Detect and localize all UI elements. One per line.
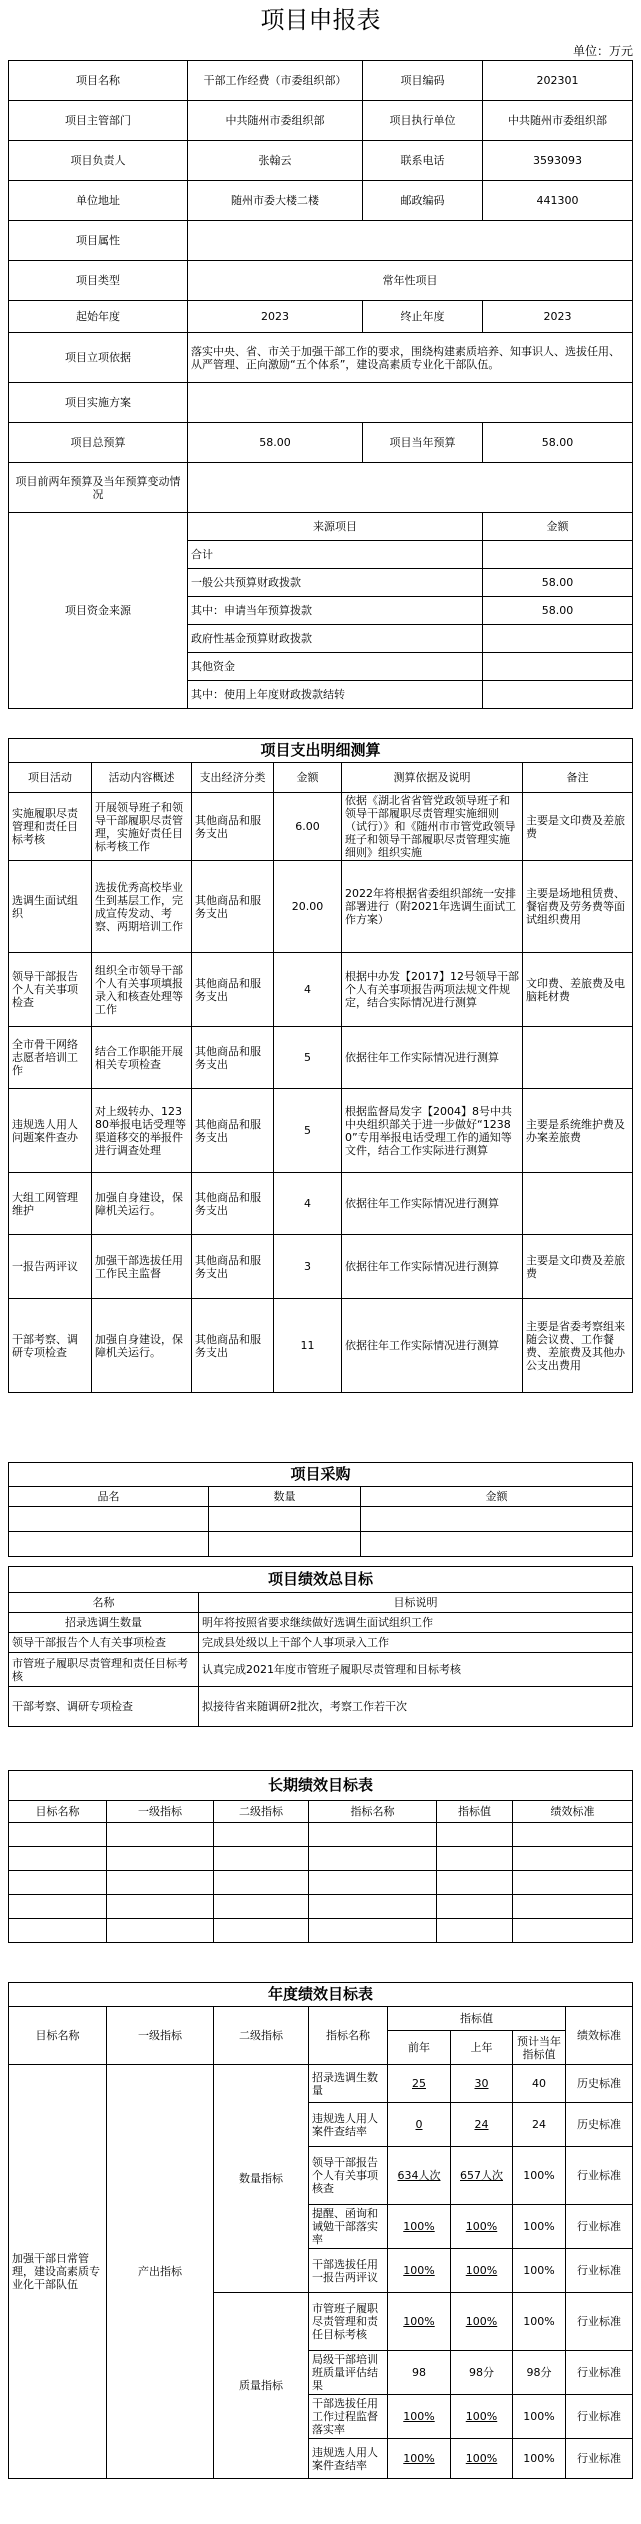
- annual-title: 年度绩效目标表: [9, 1983, 633, 2007]
- detail-basis: 根据监督局发字【2004】8号中共中央组织部关于进一步做好“12380”专用举报电话受理工作的通知等文件，结合工作实际进行测算: [342, 1089, 523, 1173]
- annual-cur: 40: [513, 2065, 566, 2103]
- basic-info-table: [8, 60, 633, 709]
- address-label: 单位地址: [9, 181, 188, 221]
- annual-y2: 100%: [388, 2395, 451, 2439]
- detail-activity: 干部考察、调研专项检查: [9, 1299, 92, 1393]
- type: 常年性项目: [188, 261, 633, 301]
- goal-desc: 拟接待省来随调研2批次，考察工作若干次: [199, 1687, 633, 1727]
- phone-label: 联系电话: [363, 141, 483, 181]
- project-code: 202301: [483, 61, 633, 101]
- goals-table: [8, 1566, 633, 1727]
- purchase-header: 数量: [209, 1487, 361, 1507]
- funds-amount-header: 金额: [483, 513, 633, 541]
- postcode-label: 邮政编码: [363, 181, 483, 221]
- annual-cur: 100%: [513, 2395, 566, 2439]
- funds-row-amount: [483, 625, 633, 653]
- annual-y1: 100%: [451, 2395, 513, 2439]
- annual-y2: 100%: [388, 2249, 451, 2293]
- detail-category: 其他商品和服务支出: [192, 793, 274, 861]
- annual-y1: 100%: [451, 2249, 513, 2293]
- funds-row-name: 其中：使用上年度财政拨款结转: [188, 681, 483, 709]
- annual-std: 行业标准: [566, 2395, 633, 2439]
- detail-amount: 20.00: [274, 861, 342, 953]
- prev-label: 项目前两年预算及当年预算变动情况: [9, 463, 188, 513]
- longterm-header: 一级指标: [107, 1801, 214, 1823]
- table-cell: [209, 1532, 361, 1557]
- table-cell: [309, 1919, 437, 1943]
- funds-row-amount: 58.00: [483, 597, 633, 625]
- unit-label: 单位：万元: [572, 44, 633, 58]
- goal-desc: 认真完成2021年度市管班子履职尽责管理和目标考核: [199, 1653, 633, 1687]
- detail-basis: 2022年将根据省委组织部统一安排部署进行（附2021年选调生面试工作方案）: [342, 861, 523, 953]
- detail-amount: 3: [274, 1235, 342, 1299]
- annual-std: 历史标准: [566, 2103, 633, 2147]
- table-cell: [9, 1871, 107, 1895]
- annual-std: 行业标准: [566, 2147, 633, 2205]
- detail-table: [8, 738, 633, 1393]
- table-cell: [107, 1823, 214, 1847]
- type-label: 项目类型: [9, 261, 188, 301]
- detail-basis: 依据《湖北省省管党政领导班子和领导干部履职尽责管理实施细则（试行）》和《随州市市管党政领导班子和领导干部履职尽责管理实施细则》组织实施: [342, 793, 523, 861]
- table-row: [9, 1687, 633, 1727]
- detail-note: 主要是文印费及差旅费: [523, 793, 633, 861]
- annual-y1: 100%: [451, 2439, 513, 2479]
- funds-row-name: 其中：申请当年预算拨款: [188, 597, 483, 625]
- table-cell: [513, 1919, 633, 1943]
- annual-quality: 质量指标: [214, 2293, 309, 2479]
- longterm-header: 指标值: [437, 1801, 513, 1823]
- table-row: [9, 1027, 633, 1089]
- prev: [188, 463, 633, 513]
- detail-activity: 领导干部报告个人有关事项检查: [9, 953, 92, 1027]
- attr-label: 项目属性: [9, 221, 188, 261]
- longterm-header: 指标名称: [309, 1801, 437, 1823]
- table-row: [9, 2065, 633, 2103]
- total-budget-label: 项目总预算: [9, 423, 188, 463]
- table-row: [9, 953, 633, 1027]
- table-cell: [437, 1871, 513, 1895]
- funds-label: 项目资金来源: [9, 513, 188, 709]
- annual-header: 指标名称: [309, 2007, 388, 2065]
- longterm-header: 二级指标: [214, 1801, 309, 1823]
- detail-amount: 4: [274, 1173, 342, 1235]
- table-cell: [513, 1847, 633, 1871]
- table-row: [9, 793, 633, 861]
- longterm-header: 目标名称: [9, 1801, 107, 1823]
- table-row: [9, 1633, 633, 1653]
- table-cell: [309, 1895, 437, 1919]
- goals-title: 项目绩效总目标: [9, 1567, 633, 1593]
- table-cell: [9, 1895, 107, 1919]
- exec-unit-label: 项目执行单位: [363, 101, 483, 141]
- table-row: [9, 1235, 633, 1299]
- detail-amount: 5: [274, 1027, 342, 1089]
- annual-cur: 24: [513, 2103, 566, 2147]
- table-cell: [309, 1871, 437, 1895]
- attr: [188, 221, 633, 261]
- annual-std: 行业标准: [566, 2351, 633, 2395]
- goals-header: 名称: [9, 1593, 199, 1613]
- detail-category: 其他商品和服务支出: [192, 953, 274, 1027]
- annual-indicator: 领导干部报告个人有关事项核查: [309, 2147, 388, 2205]
- detail-header: 活动内容概述: [92, 763, 192, 793]
- annual-indicator: 市管班子履职尽责管理和责任目标考核: [309, 2293, 388, 2351]
- table-row: [9, 1089, 633, 1173]
- page-title: 项目申报表: [260, 6, 381, 34]
- table-cell: [107, 1871, 214, 1895]
- table-cell: [107, 1895, 214, 1919]
- table-row: [9, 1299, 633, 1393]
- table-cell: [437, 1847, 513, 1871]
- annual-indicator: 局级干部培训班质量评估结果: [309, 2351, 388, 2395]
- annual-y2: 100%: [388, 2205, 451, 2249]
- annual-std: 行业标准: [566, 2439, 633, 2479]
- annual-level1: 产出指标: [107, 2065, 214, 2479]
- detail-amount: 5: [274, 1089, 342, 1173]
- annual-subheader: 前年: [388, 2031, 451, 2065]
- project-name: 干部工作经费（市委组织部）: [188, 61, 363, 101]
- annual-header: 目标名称: [9, 2007, 107, 2065]
- detail-note: 文印费、差旅费及电脑耗材费: [523, 953, 633, 1027]
- annual-y2: 100%: [388, 2293, 451, 2351]
- detail-content: 组织全市领导干部个人有关事项填报录入和核查处理等工作: [92, 953, 192, 1027]
- goal-name: 市管班子履职尽责管理和责任目标考核: [9, 1653, 199, 1687]
- detail-activity: 违规选人用人问题案件查办: [9, 1089, 92, 1173]
- detail-content: 开展领导班子和领导干部履职尽责管理，实施好责任目标考核工作: [92, 793, 192, 861]
- detail-content: 加强干部选拔任用工作民主监督: [92, 1235, 192, 1299]
- detail-note: [523, 1173, 633, 1235]
- table-cell: [437, 1823, 513, 1847]
- longterm-title: 长期绩效目标表: [9, 1771, 633, 1801]
- end-label: 终止年度: [363, 301, 483, 333]
- detail-category: 其他商品和服务支出: [192, 1089, 274, 1173]
- goals-header: 目标说明: [199, 1593, 633, 1613]
- detail-title: 项目支出明细测算: [9, 739, 633, 763]
- purchase-table: [8, 1462, 633, 1557]
- plan-label: 项目实施方案: [9, 383, 188, 423]
- table-cell: [437, 1895, 513, 1919]
- annual-cur: 100%: [513, 2439, 566, 2479]
- detail-category: 其他商品和服务支出: [192, 861, 274, 953]
- detail-note: 主要是文印费及差旅费: [523, 1235, 633, 1299]
- plan: [188, 383, 633, 423]
- table-cell: [309, 1823, 437, 1847]
- table-cell: [513, 1871, 633, 1895]
- detail-category: 其他商品和服务支出: [192, 1235, 274, 1299]
- table-cell: [214, 1871, 309, 1895]
- table-cell: [309, 1847, 437, 1871]
- phone: 3593093: [483, 141, 633, 181]
- annual-y2: 100%: [388, 2439, 451, 2479]
- annual-y1: 98分: [451, 2351, 513, 2395]
- annual-y1: 100%: [451, 2293, 513, 2351]
- detail-note: 主要是省委考察组来随会议费、工作餐费、差旅费及其他办公支出费用: [523, 1299, 633, 1393]
- year-budget-label: 项目当年预算: [363, 423, 483, 463]
- leader-label: 项目负责人: [9, 141, 188, 181]
- annual-subheader: 上年: [451, 2031, 513, 2065]
- annual-y2: 25: [388, 2065, 451, 2103]
- detail-header: 备注: [523, 763, 633, 793]
- annual-subheader: 预计当年指标值: [513, 2031, 566, 2065]
- purchase-header: 品名: [9, 1487, 209, 1507]
- annual-indicator: 提醒、函询和诫勉干部落实率: [309, 2205, 388, 2249]
- detail-header: 支出经济分类: [192, 763, 274, 793]
- start: 2023: [188, 301, 363, 333]
- purchase-title: 项目采购: [9, 1463, 633, 1487]
- detail-basis: 依据往年工作实际情况进行测算: [342, 1299, 523, 1393]
- purchase-header: 金额: [361, 1487, 633, 1507]
- detail-basis: 依据往年工作实际情况进行测算: [342, 1235, 523, 1299]
- detail-content: 加强自身建设，保障机关运行。: [92, 1173, 192, 1235]
- annual-header: 绩效标准: [566, 2007, 633, 2065]
- table-cell: [9, 1507, 209, 1532]
- dept-label: 项目主管部门: [9, 101, 188, 141]
- exec-unit: 中共随州市委组织部: [483, 101, 633, 141]
- funds-row-name: 政府性基金预算财政拨款: [188, 625, 483, 653]
- detail-header: 测算依据及说明: [342, 763, 523, 793]
- table-cell: [9, 1532, 209, 1557]
- basis: 落实中央、省、市关于加强干部工作的要求，围绕构建素质培养、知事识人、选拔任用、从严管理、正向激励“五个体系”，建设高素质专业化干部队伍。: [188, 333, 633, 383]
- longterm-header: 绩效标准: [513, 1801, 633, 1823]
- dept: 中共随州市委组织部: [188, 101, 363, 141]
- detail-basis: 依据往年工作实际情况进行测算: [342, 1027, 523, 1089]
- table-cell: [513, 1823, 633, 1847]
- table-cell: [107, 1847, 214, 1871]
- annual-cur: 100%: [513, 2205, 566, 2249]
- annual-header: 指标值: [388, 2007, 566, 2031]
- basis-label: 项目立项依据: [9, 333, 188, 383]
- table-cell: [214, 1895, 309, 1919]
- detail-amount: 11: [274, 1299, 342, 1393]
- detail-content: 加强自身建设，保障机关运行。: [92, 1299, 192, 1393]
- annual-cur: 100%: [513, 2147, 566, 2205]
- year-budget: 58.00: [483, 423, 633, 463]
- table-cell: [361, 1532, 633, 1557]
- funds-row-name: 合计: [188, 541, 483, 569]
- funds-row-amount: 58.00: [483, 569, 633, 597]
- table-row: [9, 1653, 633, 1687]
- annual-y1: 100%: [451, 2205, 513, 2249]
- end: 2023: [483, 301, 633, 333]
- table-cell: [437, 1919, 513, 1943]
- detail-header: 项目活动: [9, 763, 92, 793]
- detail-content: 结合工作职能开展相关专项检查: [92, 1027, 192, 1089]
- annual-cur: 100%: [513, 2249, 566, 2293]
- detail-note: [523, 1027, 633, 1089]
- table-cell: [9, 1847, 107, 1871]
- annual-target: 加强干部日常管理，建设高素质专业化干部队伍: [9, 2065, 107, 2479]
- table-cell: [361, 1507, 633, 1532]
- funds-row-name: 一般公共预算财政拨款: [188, 569, 483, 597]
- funds-row-amount: [483, 681, 633, 709]
- annual-quantity: 数量指标: [214, 2065, 309, 2293]
- detail-category: 其他商品和服务支出: [192, 1299, 274, 1393]
- table-cell: [209, 1507, 361, 1532]
- annual-cur: 100%: [513, 2293, 566, 2351]
- project-name-label: 项目名称: [9, 61, 188, 101]
- table-cell: [513, 1895, 633, 1919]
- annual-y2: 634人次: [388, 2147, 451, 2205]
- table-cell: [214, 1847, 309, 1871]
- annual-indicator: 干部选拔任用一报告两评议: [309, 2249, 388, 2293]
- detail-content: 选拔优秀高校毕业生到基层工作，完成宣传发动、考察、两期培训工作: [92, 861, 192, 953]
- total-budget: 58.00: [188, 423, 363, 463]
- funds-row-name: 其他资金: [188, 653, 483, 681]
- table-cell: [214, 1823, 309, 1847]
- annual-y2: 0: [388, 2103, 451, 2147]
- funds-row-amount: [483, 653, 633, 681]
- annual-y1: 30: [451, 2065, 513, 2103]
- annual-y1: 24: [451, 2103, 513, 2147]
- annual-y1: 657人次: [451, 2147, 513, 2205]
- detail-header: 金额: [274, 763, 342, 793]
- annual-std: 历史标准: [566, 2065, 633, 2103]
- annual-header: 二级指标: [214, 2007, 309, 2065]
- annual-std: 行业标准: [566, 2205, 633, 2249]
- annual-cur: 98分: [513, 2351, 566, 2395]
- start-label: 起始年度: [9, 301, 188, 333]
- detail-activity: 实施履职尽责管理和责任目标考核: [9, 793, 92, 861]
- annual-y2: 98: [388, 2351, 451, 2395]
- goal-desc: 完成县处级以上干部个人事项录入工作: [199, 1633, 633, 1653]
- address: 随州市委大楼二楼: [188, 181, 363, 221]
- funds-source-header: 来源项目: [188, 513, 483, 541]
- postcode: 441300: [483, 181, 633, 221]
- goal-desc: 明年将按照省要求继续做好选调生面试组织工作: [199, 1613, 633, 1633]
- table-cell: [9, 1919, 107, 1943]
- table-cell: [9, 1823, 107, 1847]
- annual-indicator: 招录选调生数量: [309, 2065, 388, 2103]
- detail-note: 主要是系统维护费及办案差旅费: [523, 1089, 633, 1173]
- detail-amount: 4: [274, 953, 342, 1027]
- detail-activity: 大组工网管理维护: [9, 1173, 92, 1235]
- table-cell: [214, 1919, 309, 1943]
- project-code-label: 项目编码: [363, 61, 483, 101]
- detail-amount: 6.00: [274, 793, 342, 861]
- annual-header: 一级指标: [107, 2007, 214, 2065]
- detail-activity: 选调生面试组织: [9, 861, 92, 953]
- leader: 张翰云: [188, 141, 363, 181]
- funds-row-amount: [483, 541, 633, 569]
- table-cell: [107, 1919, 214, 1943]
- annual-std: 行业标准: [566, 2249, 633, 2293]
- goal-name: 干部考察、调研专项检查: [9, 1687, 199, 1727]
- detail-basis: 根据中办发【2017】12号领导干部个人有关事项报告两项法规文件规定，结合实际情况进行测算: [342, 953, 523, 1027]
- detail-content: 对上级转办、12380举报电话受理等渠道移交的举报件进行调查处理: [92, 1089, 192, 1173]
- annual-indicator: 违规选人用人案件查结率: [309, 2103, 388, 2147]
- detail-category: 其他商品和服务支出: [192, 1027, 274, 1089]
- annual-std: 行业标准: [566, 2293, 633, 2351]
- detail-activity: 一报告两评议: [9, 1235, 92, 1299]
- goal-name: 领导干部报告个人有关事项检查: [9, 1633, 199, 1653]
- detail-basis: 依据往年工作实际情况进行测算: [342, 1173, 523, 1235]
- table-row: [9, 861, 633, 953]
- annual-table: [8, 1982, 633, 2479]
- annual-indicator: 干部选拔任用工作过程监督落实率: [309, 2395, 388, 2439]
- detail-category: 其他商品和服务支出: [192, 1173, 274, 1235]
- longterm-table: [8, 1770, 633, 1943]
- table-row: [9, 1613, 633, 1633]
- annual-indicator: 违规选人用人案件查结率: [309, 2439, 388, 2479]
- detail-note: 主要是场地租赁费、餐宿费及劳务费等面试组织费用: [523, 861, 633, 953]
- table-row: [9, 1173, 633, 1235]
- goal-name: 招录选调生数量: [9, 1613, 199, 1633]
- detail-activity: 全市骨干网络志愿者培训工作: [9, 1027, 92, 1089]
